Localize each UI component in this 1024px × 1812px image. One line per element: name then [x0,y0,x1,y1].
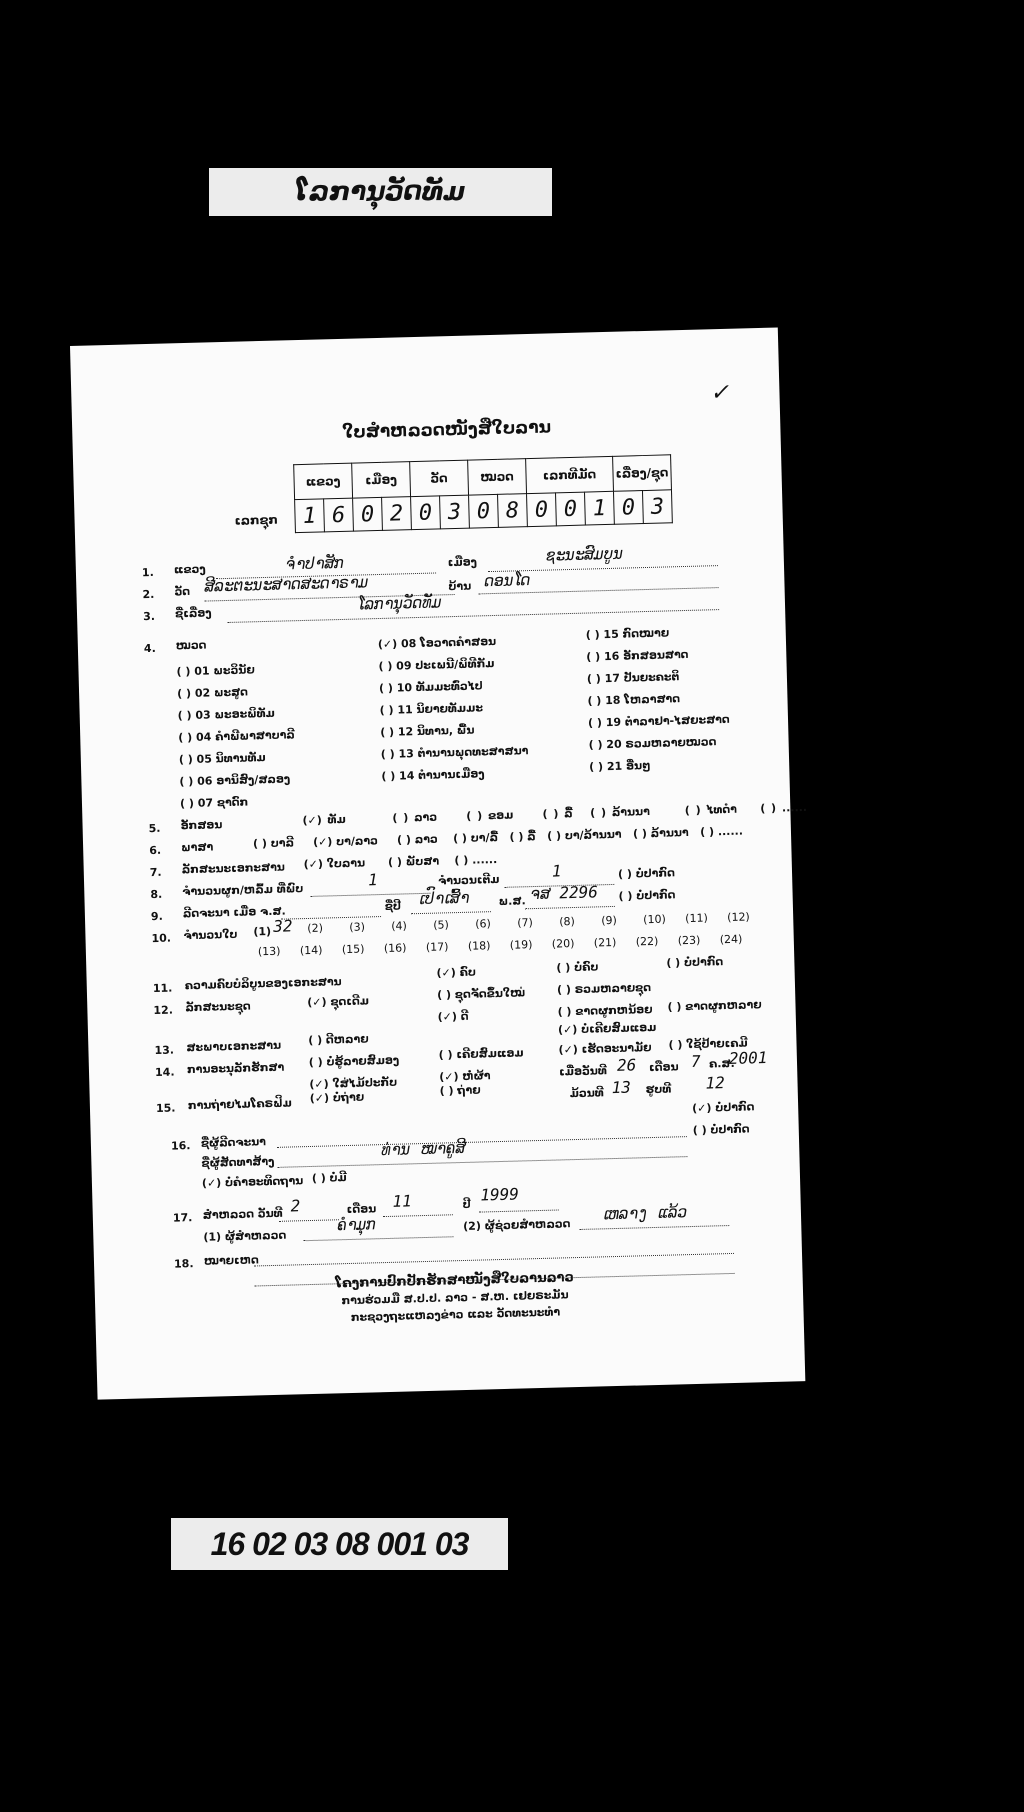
survey-year-label: ປີ [462,1197,471,1212]
option[interactable]: ( ) ໃຊ້ປ້າຍເຄມີ [668,1036,748,1052]
leaf-number: (18) [467,939,491,953]
leaf-number: (14) [299,943,323,958]
script-label: ອັກສອນ [180,818,223,833]
field-num: 17. [172,1211,193,1225]
field-province-value: ຈຳປາສັກ [285,552,344,574]
option[interactable]: ( ) ດີຫລາຍ [308,1032,369,1047]
option[interactable]: (✓) ຄົບ [436,965,477,980]
category-option[interactable]: ( ) 04 ຄຳພີພາສາບາລີ [178,728,295,745]
field-title-value: ໂລການຸວັດທັມ [356,592,442,614]
leaves-row [258,932,762,958]
code-digit: 0 [556,492,586,526]
code-digit: 6 [324,498,354,532]
category-option[interactable]: ( ) 03 ພະອະພິທັມ [177,706,276,723]
leaves-value: 32 [273,916,293,936]
language-label: ພາສາ [181,840,214,855]
option[interactable]: ( ) ຊຸດຈັດຂຶ້ນໃໝ່ [436,986,526,1002]
date-label: ເມື່ອວັນທີ [559,1064,608,1079]
leaf-number: (20) [551,937,575,951]
leaf-number: (6) [475,917,492,931]
category-option[interactable]: ( ) 20 ຣວມຫລາຍໝວດ [588,735,717,752]
option[interactable]: ( ) ຂາດຜູກຫນ້ອຍ [557,1002,653,1019]
leaf-number: (9) [601,913,617,928]
field-num: 11. [152,981,173,996]
code-digit: 0 [411,496,441,530]
category-option[interactable]: ( ) 11 ນິຍາຍທັມມະ [379,701,484,718]
survey-form-sheet [70,327,808,1399]
field-num: 16. [170,1139,191,1153]
date-day: 26 [616,1055,637,1075]
condition-label: ສະພາບເອກະສານ [186,1038,282,1055]
option[interactable]: ( ) ບໍ່ປາກົດ [666,955,724,970]
leaf-number: (13) [257,944,281,959]
field-num: 13. [154,1043,175,1058]
code-header: ເລື່ອງ/ຊຸດ [613,455,672,492]
leaf-number: (3) [349,920,366,934]
corner-checkmark: ✓ [711,376,728,408]
field-district-value: ຊະນະສົມບູນ [545,543,623,565]
written-date-label: ລີດຈະນາ ເມື່ອ ຈ.ສ. [182,904,286,921]
leaf-number: (24) [719,932,743,947]
unknown-option[interactable]: ( ) ບໍ່ປາກົດ [617,866,676,881]
category-option[interactable]: ( ) 01 ພະວິນັຍ [176,663,255,679]
category-option[interactable]: ( ) 12 ນິທານ, ພື້ນ [380,723,475,740]
unknown-option[interactable]: ( ) ບໍ່ປາກົດ [618,888,676,903]
form-footer [264,1267,645,1328]
code-digit: 0 [527,493,557,527]
survey-month-label: ເດືອນ [346,1202,377,1217]
leaf-number: (23) [677,933,701,948]
option[interactable]: ( ) ບໍ່ມີ [311,1171,347,1185]
code-digit: 3 [642,490,672,524]
survey-day: 2 [290,1196,301,1216]
category-title: ໝວດ [175,638,207,653]
option[interactable]: (✓) ໃສ່ໄມ້ປະກັບ [309,1075,398,1091]
field-num: 3. [142,609,156,624]
unknown-option[interactable]: (✓) ບໍ່ປາກົດ [692,1100,755,1115]
leaf-number: (17) [425,940,449,954]
option[interactable]: ( ) ບາລີ [252,836,295,851]
field-num: 5. [148,821,161,836]
assistant-label: (2) ຜູ້ຊ່ວຍສຳຫລວດ [463,1217,571,1234]
option[interactable]: ( ) ຖ່າຍ [439,1083,481,1098]
category-option[interactable]: ( ) 02 ພະສູດ [176,685,249,701]
option[interactable]: ( ) ລື້ [542,807,573,821]
year-name-label: ຊື່ປີ [384,899,402,913]
date-month: 7 [690,1051,701,1071]
year-name-value: ເປົາເສົ້າ [418,887,470,909]
code-digit: 1 [585,491,615,525]
leaf-number: (16) [383,941,407,955]
date-year-label: ຄ.ສ. [708,1056,735,1071]
frame-label: ຮູບທີ [645,1082,672,1097]
category-option[interactable]: ( ) 10 ທັມມະທົ່ວໄປ [378,679,483,696]
option[interactable]: (✓) ທັມ [302,812,346,828]
field-num: 18. [173,1257,194,1271]
footer-line: ໂຄງການປົກປັກຮັກສາໜັງສືໃບລານລາວ [335,1270,574,1292]
field-village-label: ບ້ານ [448,579,472,594]
leaf-number: (2) [307,921,324,935]
leaf-number: (19) [509,938,533,952]
field-num: 2. [142,587,155,602]
option[interactable]: (✓) ບໍ່ຖ່າຍ [309,1090,365,1105]
frame-value: 12 [705,1073,726,1093]
option[interactable]: ( ) ພັບສາ [387,854,440,869]
option[interactable]: ( ) ບາ/ລື້ [452,830,499,846]
be-value: ຈສ 2296 [530,882,599,904]
option[interactable]: (✓) ໃບລານ [303,856,366,872]
option[interactable]: (✓) ບາ/ລາວ [312,834,379,849]
conservation-label: ການອະນຸລັກຮັກສາ [186,1060,285,1077]
option[interactable]: ( ) ລ້ານນາ [589,804,650,820]
field-num: 4. [143,641,156,656]
category-option[interactable]: ( ) 16 ອັກສອນສາດ [586,647,689,664]
leaf-number: (10) [643,912,666,927]
scribe-label: ຊື່ຜູ້ລີດຈະນາ [200,1135,267,1150]
category-option[interactable]: ( ) 07 ຊາດົກ [179,795,249,811]
field-num: 7. [149,865,162,880]
leaf-number: (4) [391,919,408,933]
category-option[interactable]: ( ) 17 ປັນຍະຄະຕິ [586,670,680,686]
unknown-option[interactable]: ( ) ບໍ່ປາກົດ [692,1122,750,1137]
bundles-value: 1 [367,870,378,890]
option[interactable]: (✓) ບໍ່ເຄີຍສົມແອມ [557,1020,657,1037]
option[interactable]: (✓) ເຮັດອະນາມັຍ [558,1041,652,1057]
option[interactable]: (✓) ຫໍ່ຜ້າ [439,1069,491,1084]
leaf-number: (15) [341,942,365,957]
remarks-label: ໝາຍເຫດ [203,1253,260,1268]
bottom-code-label: 16 02 03 08 001 03 [171,1518,508,1570]
option[interactable]: ( ) ...... [699,824,744,839]
option[interactable]: ( ) ຂອມ [466,808,514,823]
code-digit: 8 [498,494,528,528]
leaf-number: (22) [635,934,659,949]
option[interactable]: ( ) ຣວມຫລາຍຊຸດ [556,981,652,997]
form-title: ໃບສຳຫລວດໜັງສືໃບລານ [342,417,552,443]
category-column [585,620,779,779]
field-village-value: ດອນໂດ [484,570,531,591]
top-title-label: ໂລການຸວັດທັມ [209,168,552,216]
date-month-label: ເດືອນ [648,1060,679,1075]
category-option[interactable]: ( ) 14 ຕຳນານເມືອງ [381,767,485,783]
code-table [293,454,673,533]
code-header: ເມືອງ [352,462,411,499]
bundles-label: ຈຳນວນຜູກ/ຫລົ້ມ ທີ່ພົບ [182,882,304,899]
code-header: ເລກທີມັດ [526,456,614,493]
surveyor-value: ຄຳມຸກ [336,1214,376,1235]
footer-line: ການຮ່ວມມື ສ.ປ.ປ. ລາວ - ສ.ຫ. ເຢຍຣະມັນ [341,1288,569,1308]
field-province-label: ແຂວງ [173,562,206,577]
leaf-number: (5) [433,918,450,932]
language-options[interactable] [253,825,743,851]
leaf-number: (7) [517,916,534,930]
category-option[interactable]: ( ) 19 ຕຳລາຢາ-ໄສຍະສາດ [587,712,730,730]
option[interactable]: (✓) ຊຸດເດີມ [307,994,370,1010]
category-option[interactable]: ( ) 09 ປະເພນີ/ພິທີກັມ [378,656,495,674]
leaves-label: ຈຳນວນໃບ [183,927,238,943]
category-option[interactable]: ( ) 21 ອື່ນໆ [589,758,651,774]
code-header: ໝວດ [468,459,527,496]
category-column [176,657,350,815]
code-digit: 3 [440,495,470,529]
total-value: 1 [551,861,562,881]
code-digit: 1 [295,499,325,533]
field-num: 14. [154,1065,175,1080]
option[interactable]: ( ) ລ້ານນາ [632,825,689,841]
microfilm-label: ການຖ່າຍໄມໂຄຣຟິມ [187,1096,293,1113]
leaf-number: (21) [593,935,617,950]
completeness-label: ຄວາມຄົບບໍລິບູນຂອງເອກະສານ [184,975,342,993]
footer-line: ກະຊວງຖະແຫລງຂ່າວ ແລະ ວັດທະນະທຳ [350,1305,561,1324]
script-options[interactable] [302,801,807,827]
field-num: 6. [149,843,162,858]
category-option[interactable]: ( ) 15 ກົດໝາຍ [585,626,670,642]
option[interactable]: ( ) ໄທດຳ [684,802,738,818]
code-digit: 0 [469,494,499,528]
leaves-first: (1) [253,924,272,939]
field-temple-value: ສີລະຕະນະສາດສະດາຣາມ [204,572,369,596]
leaf-number: (8) [559,914,576,929]
leaf-number: (11) [685,911,708,926]
code-digit: 2 [382,497,412,531]
category-option[interactable]: ( ) 06 ອານິສົງ/ສລອງ [179,772,291,789]
field-temple-label: ວັດ [174,584,191,599]
material-options[interactable] [303,853,497,871]
total-label: ຈຳນວນເຕີມ [437,872,500,888]
date-year: 2001 [728,1047,768,1068]
option[interactable]: ( ) ບໍ່ຄົບ [556,960,599,975]
option[interactable]: ( ) ເຄີຍສົມແອມ [438,1046,524,1062]
survey-month: 11 [392,1191,413,1211]
option[interactable]: ( ) ຂາດຜູກຫລາຍ [667,998,762,1014]
field-num: 12. [153,1003,174,1018]
field-num: 1. [141,565,154,580]
option[interactable]: ( ) ...... [454,852,498,868]
code-header: ວັດ [410,460,469,497]
category-option[interactable]: ( ) 13 ຕຳນານພຸດທະສາສນາ [380,744,529,762]
code-header: ແຂວງ [294,463,353,500]
option[interactable]: (✓) ດີ [437,1009,469,1024]
category-option[interactable]: ( ) 18 ໂຫລາສາດ [587,692,681,708]
code-digit: 0 [613,491,643,525]
field-num: 10. [151,931,172,946]
survey-date-label: ສຳຫລວດ ວັນທີ [202,1206,283,1222]
leaves-row [307,910,769,935]
field-num: 9. [150,909,163,924]
category-option[interactable]: (✓) 08 ໂອວາດຄຳສອນ [377,634,497,652]
option[interactable]: ( ) ...... [760,800,808,816]
option[interactable]: (✓) ບໍ່ຄຳອະທິດຖານ [201,1174,304,1190]
field-district-label: ເມືອງ [447,555,478,570]
option[interactable]: ( ) ລື້ [509,829,536,844]
code-label: ເລກຊຸກ [234,512,279,528]
field-num: 15. [155,1101,176,1116]
roll-value: 13 [611,1077,632,1098]
option[interactable]: ( ) ບໍ່ຮູ້ລາຍສົມອງ [308,1053,400,1069]
sponsor-label: ຊື່ຜູ້ສັດທາສ້າງ [201,1154,275,1170]
assistant-value: ເຫລາງ ແລ້ວ [602,1202,688,1224]
be-label: ພ.ສ. [498,894,526,908]
sponsor-value: ທ່ານ ໝາຄູສີ [380,1137,466,1160]
option[interactable]: ( ) ລາວ [392,810,438,825]
survey-year: 1999 [480,1184,520,1205]
leaf-number: (12) [727,910,750,924]
surveyor-label: (1) ຜູ້ສຳຫລວດ [203,1228,287,1244]
option[interactable]: ( ) ລາວ [396,832,438,847]
material-label: ລັກສະນະເອກະສານ [181,860,286,877]
code-digit: 0 [353,497,383,531]
roll-label: ມ້ວນທີ [569,1086,604,1101]
field-num: 8. [150,887,163,902]
category-option[interactable]: ( ) 05 ນິທານທັມ [178,751,266,767]
set-type-label: ລັກສະນະຊຸດ [185,999,251,1015]
option[interactable]: ( ) ບາ/ລ້ານນາ [546,827,622,843]
category-column [378,629,582,788]
field-title-label: ຊື່ເລື່ອງ [174,606,212,621]
